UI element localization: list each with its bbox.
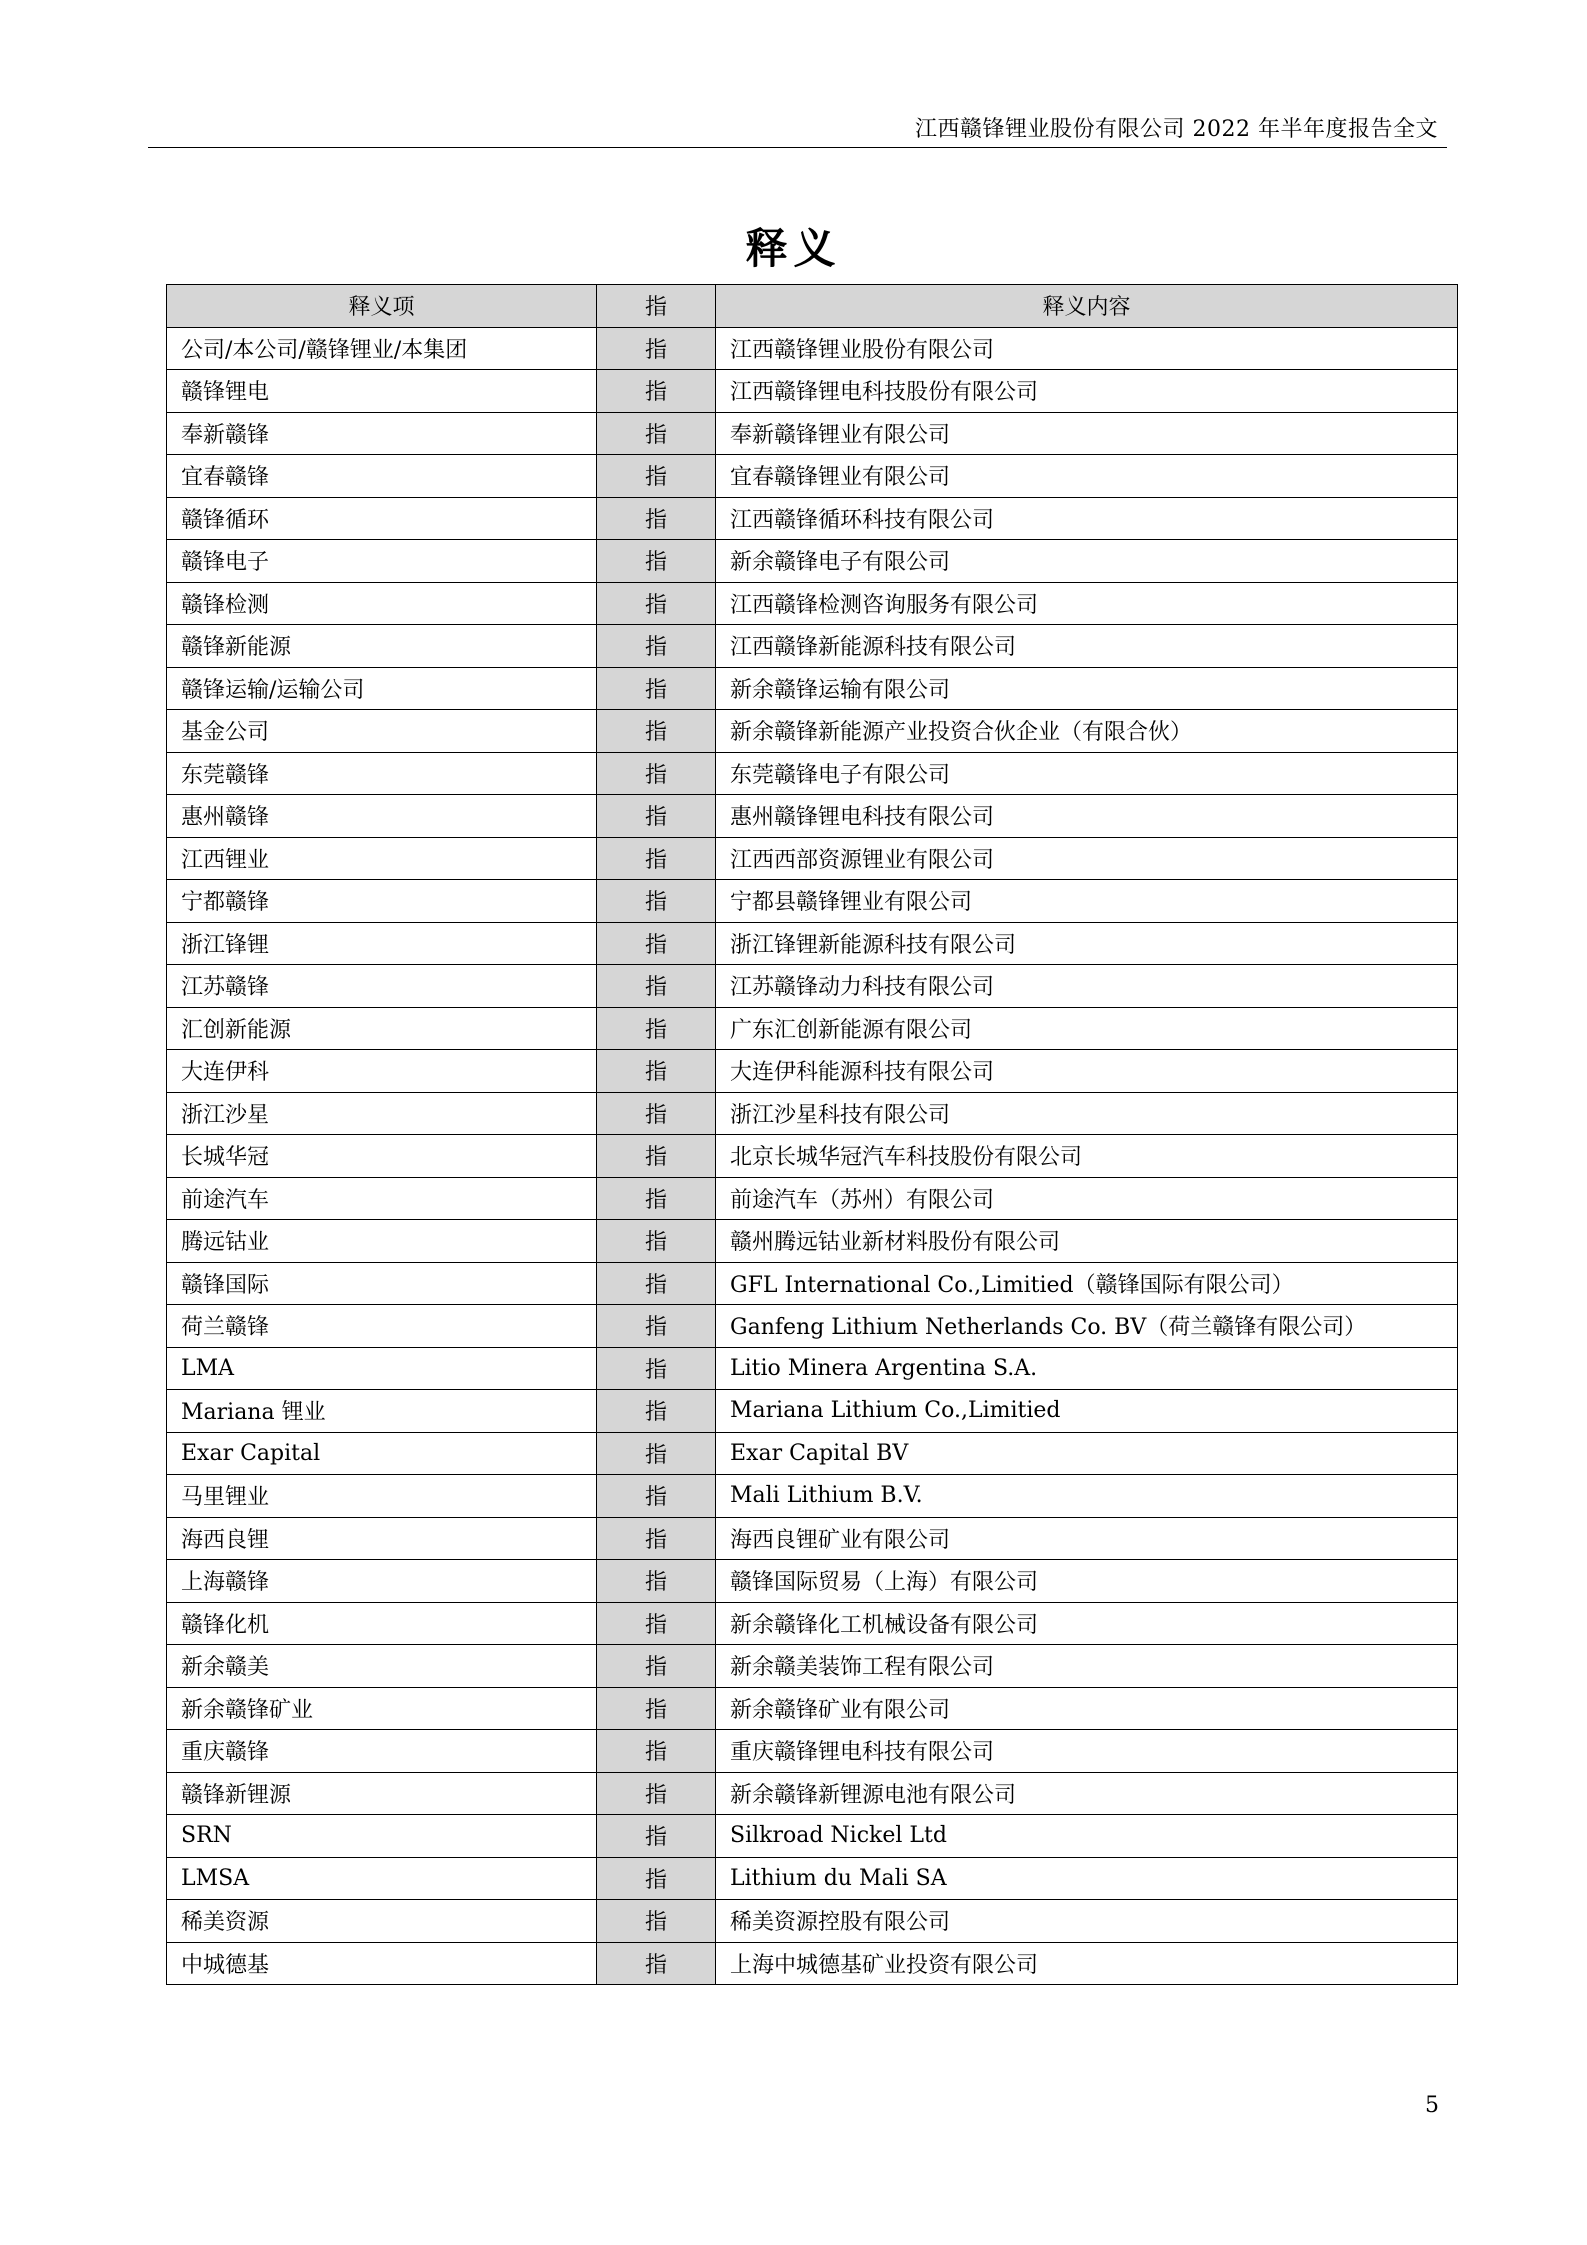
column-header-definition: 释义内容 [716, 285, 1458, 328]
refers-cell: 指 [597, 370, 716, 413]
refers-cell: 指 [597, 1602, 716, 1645]
term-cell: 腾远钴业 [167, 1220, 597, 1263]
term-cell: LMSA [167, 1857, 597, 1900]
column-header-term: 释义项 [167, 285, 597, 328]
table-header-row [167, 285, 1458, 328]
table-row [167, 625, 1458, 668]
table-row [167, 1517, 1458, 1560]
table-row [167, 1687, 1458, 1730]
refers-cell: 指 [597, 582, 716, 625]
term-cell: 宁都赣锋 [167, 880, 597, 923]
definition-cell: 宜春赣锋锂业有限公司 [716, 455, 1458, 498]
term-cell: 长城华冠 [167, 1135, 597, 1178]
table-row [167, 1900, 1458, 1943]
table-row [167, 1475, 1458, 1518]
term-cell: 赣锋新锂源 [167, 1772, 597, 1815]
refers-cell: 指 [597, 1262, 716, 1305]
table-row [167, 752, 1458, 795]
table-row [167, 922, 1458, 965]
table-row [167, 1560, 1458, 1603]
term-cell: 东莞赣锋 [167, 752, 597, 795]
refers-cell: 指 [597, 1177, 716, 1220]
refers-cell: 指 [597, 1687, 716, 1730]
term-cell: 新余赣锋矿业 [167, 1687, 597, 1730]
definition-cell: Exar Capital BV [716, 1432, 1458, 1475]
term-cell: 荷兰赣锋 [167, 1305, 597, 1348]
table-row [167, 1347, 1458, 1390]
definition-cell: 浙江沙星科技有限公司 [716, 1092, 1458, 1135]
definition-cell: 北京长城华冠汽车科技股份有限公司 [716, 1135, 1458, 1178]
definition-cell: 新余赣锋化工机械设备有限公司 [716, 1602, 1458, 1645]
refers-cell: 指 [597, 667, 716, 710]
term-cell: 公司/本公司/赣锋锂业/本集团 [167, 327, 597, 370]
refers-cell: 指 [597, 1390, 716, 1433]
table-row [167, 1645, 1458, 1688]
term-cell: Mariana 锂业 [167, 1390, 597, 1433]
term-cell: 前途汽车 [167, 1177, 597, 1220]
refers-cell: 指 [597, 1517, 716, 1560]
column-header-refers: 指 [597, 285, 716, 328]
table-row [167, 1815, 1458, 1858]
term-cell: 赣锋电子 [167, 540, 597, 583]
definition-cell: Silkroad Nickel Ltd [716, 1815, 1458, 1858]
term-cell: 赣锋运输/运输公司 [167, 667, 597, 710]
term-cell: 稀美资源 [167, 1900, 597, 1943]
refers-cell: 指 [597, 327, 716, 370]
term-cell: 奉新赣锋 [167, 412, 597, 455]
refers-cell: 指 [597, 710, 716, 753]
definition-cell: 广东汇创新能源有限公司 [716, 1007, 1458, 1050]
refers-cell: 指 [597, 1007, 716, 1050]
definition-cell: 海西良锂矿业有限公司 [716, 1517, 1458, 1560]
table-row [167, 582, 1458, 625]
table-row [167, 455, 1458, 498]
table-row [167, 880, 1458, 923]
term-cell: 大连伊科 [167, 1050, 597, 1093]
table-row [167, 370, 1458, 413]
definition-cell: 大连伊科能源科技有限公司 [716, 1050, 1458, 1093]
refers-cell: 指 [597, 625, 716, 668]
refers-cell: 指 [597, 1135, 716, 1178]
refers-cell: 指 [597, 1772, 716, 1815]
term-cell: 江苏赣锋 [167, 965, 597, 1008]
table-row [167, 1772, 1458, 1815]
table-row [167, 1177, 1458, 1220]
term-cell: 汇创新能源 [167, 1007, 597, 1050]
definition-cell: 江西西部资源锂业有限公司 [716, 837, 1458, 880]
table-row [167, 327, 1458, 370]
definition-cell: 赣州腾远钴业新材料股份有限公司 [716, 1220, 1458, 1263]
refers-cell: 指 [597, 1900, 716, 1943]
refers-cell: 指 [597, 1730, 716, 1773]
definitions-table [166, 284, 1458, 1985]
definition-cell: 新余赣锋新锂源电池有限公司 [716, 1772, 1458, 1815]
table-row [167, 1390, 1458, 1433]
term-cell: LMA [167, 1347, 597, 1390]
refers-cell: 指 [597, 1857, 716, 1900]
definition-cell: 新余赣锋新能源产业投资合伙企业（有限合伙） [716, 710, 1458, 753]
term-cell: 赣锋锂电 [167, 370, 597, 413]
table-row [167, 1092, 1458, 1135]
definition-cell: 江西赣锋锂电科技股份有限公司 [716, 370, 1458, 413]
definition-cell: 前途汽车（苏州）有限公司 [716, 1177, 1458, 1220]
term-cell: 赣锋国际 [167, 1262, 597, 1305]
table-row [167, 1857, 1458, 1900]
table-row [167, 1007, 1458, 1050]
table-row [167, 1050, 1458, 1093]
refers-cell: 指 [597, 1815, 716, 1858]
header-divider [148, 147, 1447, 148]
definition-cell: GFL International Co.,Limitied（赣锋国际有限公司） [716, 1262, 1458, 1305]
definition-cell: 新余赣锋矿业有限公司 [716, 1687, 1458, 1730]
table-row [167, 710, 1458, 753]
term-cell: 江西锂业 [167, 837, 597, 880]
refers-cell: 指 [597, 880, 716, 923]
refers-cell: 指 [597, 1560, 716, 1603]
table-row [167, 965, 1458, 1008]
refers-cell: 指 [597, 497, 716, 540]
definition-cell: 赣锋国际贸易（上海）有限公司 [716, 1560, 1458, 1603]
refers-cell: 指 [597, 795, 716, 838]
refers-cell: 指 [597, 922, 716, 965]
table-row [167, 1262, 1458, 1305]
term-cell: 上海赣锋 [167, 1560, 597, 1603]
definition-cell: 新余赣锋运输有限公司 [716, 667, 1458, 710]
refers-cell: 指 [597, 1092, 716, 1135]
refers-cell: 指 [597, 837, 716, 880]
definition-cell: Ganfeng Lithium Netherlands Co. BV（荷兰赣锋有限公司） [716, 1305, 1458, 1348]
term-cell: 惠州赣锋 [167, 795, 597, 838]
definition-cell: 奉新赣锋锂业有限公司 [716, 412, 1458, 455]
term-cell: 基金公司 [167, 710, 597, 753]
term-cell: Exar Capital [167, 1432, 597, 1475]
term-cell: 赣锋新能源 [167, 625, 597, 668]
term-cell: 浙江锋锂 [167, 922, 597, 965]
definition-cell: Mariana Lithium Co.,Limitied [716, 1390, 1458, 1433]
refers-cell: 指 [597, 1432, 716, 1475]
refers-cell: 指 [597, 1942, 716, 1985]
page-number: 5 [1425, 2093, 1439, 2118]
term-cell: 海西良锂 [167, 1517, 597, 1560]
definition-cell: 新余赣锋电子有限公司 [716, 540, 1458, 583]
table-row [167, 1730, 1458, 1773]
definition-cell: 稀美资源控股有限公司 [716, 1900, 1458, 1943]
definition-cell: 上海中城德基矿业投资有限公司 [716, 1942, 1458, 1985]
refers-cell: 指 [597, 1220, 716, 1263]
definition-cell: 江西赣锋新能源科技有限公司 [716, 625, 1458, 668]
definition-cell: Mali Lithium B.V. [716, 1475, 1458, 1518]
table-row [167, 540, 1458, 583]
term-cell: 赣锋化机 [167, 1602, 597, 1645]
table-row [167, 667, 1458, 710]
page-header-text: 江西赣锋锂业股份有限公司 2022 年半年度报告全文 [915, 117, 1438, 142]
refers-cell: 指 [597, 752, 716, 795]
table-row [167, 1602, 1458, 1645]
table-row [167, 795, 1458, 838]
definition-cell: 东莞赣锋电子有限公司 [716, 752, 1458, 795]
table-row [167, 1942, 1458, 1985]
refers-cell: 指 [597, 1347, 716, 1390]
term-cell: 赣锋检测 [167, 582, 597, 625]
term-cell: 赣锋循环 [167, 497, 597, 540]
definition-cell: 江西赣锋检测咨询服务有限公司 [716, 582, 1458, 625]
definition-cell: Lithium du Mali SA [716, 1857, 1458, 1900]
table-row [167, 497, 1458, 540]
refers-cell: 指 [597, 412, 716, 455]
refers-cell: 指 [597, 455, 716, 498]
definition-cell: 惠州赣锋锂电科技有限公司 [716, 795, 1458, 838]
term-cell: 马里锂业 [167, 1475, 597, 1518]
refers-cell: 指 [597, 540, 716, 583]
table-row [167, 412, 1458, 455]
term-cell: 宜春赣锋 [167, 455, 597, 498]
refers-cell: 指 [597, 1050, 716, 1093]
term-cell: 浙江沙星 [167, 1092, 597, 1135]
refers-cell: 指 [597, 1645, 716, 1688]
table-row [167, 837, 1458, 880]
definition-cell: 江苏赣锋动力科技有限公司 [716, 965, 1458, 1008]
refers-cell: 指 [597, 1475, 716, 1518]
definitions-table-body [167, 327, 1458, 1985]
table-row [167, 1135, 1458, 1178]
term-cell: 新余赣美 [167, 1645, 597, 1688]
definition-cell: 宁都县赣锋锂业有限公司 [716, 880, 1458, 923]
table-row [167, 1305, 1458, 1348]
definition-cell: 浙江锋锂新能源科技有限公司 [716, 922, 1458, 965]
table-row [167, 1220, 1458, 1263]
term-cell: 重庆赣锋 [167, 1730, 597, 1773]
definition-cell: 新余赣美装饰工程有限公司 [716, 1645, 1458, 1688]
definition-cell: 重庆赣锋锂电科技有限公司 [716, 1730, 1458, 1773]
term-cell: 中城德基 [167, 1942, 597, 1985]
definition-cell: 江西赣锋循环科技有限公司 [716, 497, 1458, 540]
definition-cell: Litio Minera Argentina S.A. [716, 1347, 1458, 1390]
definition-cell: 江西赣锋锂业股份有限公司 [716, 327, 1458, 370]
refers-cell: 指 [597, 965, 716, 1008]
table-row [167, 1432, 1458, 1475]
term-cell: SRN [167, 1815, 597, 1858]
refers-cell: 指 [597, 1305, 716, 1348]
page-title: 释义 [745, 224, 842, 273]
